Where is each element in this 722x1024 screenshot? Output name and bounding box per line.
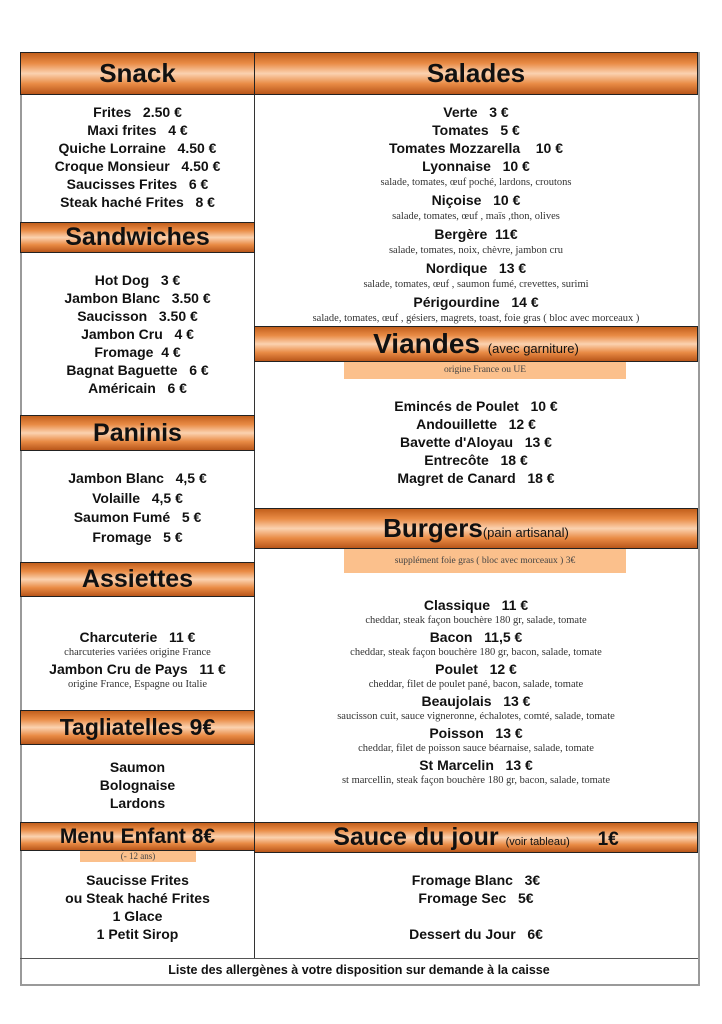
menu-item-description: st marcellin, steak façon bouchère 180 gr, bacon, salade, tomate xyxy=(341,775,611,786)
menu-item-description: salade, tomates, œuf , saumon fumé, crevettes, surimi xyxy=(363,279,589,290)
menu-item: Fromage 4 € xyxy=(94,344,181,360)
menu-item: Steak haché Frites 8 € xyxy=(60,194,215,210)
section-header-assiettes xyxy=(20,562,255,597)
menu-item: Verte 3 € xyxy=(443,104,509,120)
menu-item-description: charcuteries variées origine France xyxy=(64,647,211,658)
menu-item: Bolognaise xyxy=(99,777,176,793)
burgers-items xyxy=(254,597,698,789)
menu-item: Lyonnaise 10 € xyxy=(422,158,530,174)
menu-item: Jambon Cru 4 € xyxy=(81,326,194,342)
section-title: Salades xyxy=(426,58,526,88)
menu-item: Hot Dog 3 € xyxy=(94,272,181,288)
tagliatelles-items xyxy=(20,758,255,812)
menu-item: Nordique 13 € xyxy=(425,260,527,276)
menu-item: Jambon Cru de Pays 11 € xyxy=(49,661,226,677)
section-header-snack xyxy=(20,52,255,95)
menu-item: Saumon Fumé 5 € xyxy=(73,509,202,526)
menu-item: Saucisses Frites 6 € xyxy=(66,176,209,192)
section-header-tagliatelles xyxy=(20,710,255,745)
section-title: Assiettes xyxy=(81,565,194,593)
section-title: Snack xyxy=(99,58,176,88)
menu-item: Tomates 5 € xyxy=(432,122,520,138)
menu-item: Bergère 11€ xyxy=(434,226,518,242)
menu-item-description: cheddar, steak façon bouchère 180 gr, bacon, salade, tomate xyxy=(350,647,602,658)
menu-item: Fromage 5 € xyxy=(92,529,183,546)
menu-item-description: saucisson cuit, sauce vigneronne, échalotes, comté, salade, tomate xyxy=(337,711,615,722)
section-header-sauce xyxy=(254,822,698,853)
menu-item-description: cheddar, filet de poisson sauce béarnaise, salade, tomate xyxy=(358,743,594,754)
viandes-items xyxy=(254,397,698,487)
menu-item: Américain 6 € xyxy=(88,380,187,396)
section-subtitle: (voir tableau) xyxy=(505,836,570,848)
section-title: Sauce du jour xyxy=(333,823,499,851)
menu-item: 1 Glace xyxy=(112,908,163,924)
sandwiches-items xyxy=(20,271,255,397)
paninis-items xyxy=(20,469,255,548)
menu-item: Frites 2.50 € xyxy=(93,104,182,120)
menu-item: Quiche Lorraine 4.50 € xyxy=(58,140,217,156)
section-header-viandes xyxy=(254,326,698,362)
menu-item: Bacon 11,5 € xyxy=(429,629,523,645)
menu-item: Bagnat Baguette 6 € xyxy=(66,362,209,378)
menu-item: Beaujolais 13 € xyxy=(421,693,531,709)
section-subtitle: (avec garniture) xyxy=(487,341,579,356)
salades-items xyxy=(254,103,698,327)
menu-item: Lardons xyxy=(109,795,166,811)
section-title: Paninis xyxy=(93,419,182,447)
section-header-salades xyxy=(254,52,698,95)
menu-enfant-age-note: (- 12 ans) xyxy=(80,851,196,862)
menu-item: Fromage Blanc 3€ xyxy=(411,872,541,888)
menu-item: Saucisson 3.50 € xyxy=(77,308,198,324)
menu-item: Dessert du Jour 6€ xyxy=(409,926,543,942)
menu-item: St Marcelin 13 € xyxy=(419,757,533,773)
menu-item: Périgourdine 14 € xyxy=(413,294,539,310)
menu-item: Charcuterie 11 € xyxy=(79,629,196,645)
menu-item: 1 Petit Sirop xyxy=(96,926,179,942)
menu-item: Saucisse Frites xyxy=(86,872,189,888)
menu-item: ou Steak haché Frites xyxy=(65,890,210,906)
section-header-paninis xyxy=(20,415,255,451)
snack-items xyxy=(20,103,255,211)
menu-item: Tomates Mozzarella 10 € xyxy=(388,140,564,156)
footer-divider xyxy=(20,958,698,959)
section-header-sandwiches xyxy=(20,222,255,253)
menu-item-description: salade, tomates, œuf poché, lardons, croutons xyxy=(380,177,572,188)
section-header-menu-enfant xyxy=(20,822,255,851)
menu-item: Croque Monsieur 4.50 € xyxy=(54,158,221,174)
menu-item-description: origine France, Espagne ou Italie xyxy=(67,679,208,690)
menu-enfant-items xyxy=(20,871,255,943)
menu-item-description: cheddar, filet de poulet pané, bacon, salade, tomate xyxy=(368,679,584,690)
section-title: Sandwiches xyxy=(65,223,210,251)
menu-item: Fromage Sec 5€ xyxy=(418,890,534,906)
menu-item: Saumon xyxy=(109,759,166,775)
section-title: Burgers xyxy=(383,513,483,543)
section-title: Tagliatelles 9€ xyxy=(59,714,216,740)
menu-item: Poisson 13 € xyxy=(429,725,523,741)
sauce-items xyxy=(254,871,698,943)
section-title: Menu Enfant 8€ xyxy=(59,825,216,848)
menu-item: Niçoise 10 € xyxy=(431,192,521,208)
section-price: 1€ xyxy=(597,829,619,850)
menu-item: Emincés de Poulet 10 € xyxy=(394,398,558,414)
menu-item: Jambon Blanc 3.50 € xyxy=(64,290,211,306)
menu-item: Maxi frites 4 € xyxy=(87,122,188,138)
menu-item: Classique 11 € xyxy=(423,597,529,613)
burgers-supplement-note: supplément foie gras ( bloc avec morceaux ) 3€ xyxy=(344,549,626,573)
menu-item-description: cheddar, steak façon bouchère 180 gr, salade, tomate xyxy=(365,615,587,626)
allergens-notice: Liste des allergènes à votre disposition sur demande à la caisse xyxy=(168,963,550,977)
menu-item: Magret de Canard 18 € xyxy=(397,470,555,486)
section-header-burgers xyxy=(254,508,698,549)
menu-item: Bavette d'Aloyau 13 € xyxy=(400,434,552,450)
section-subtitle: (pain artisanal) xyxy=(482,525,569,540)
menu-item: Entrecôte 18 € xyxy=(424,452,528,468)
viandes-origin-note: origine France ou UE xyxy=(344,362,626,379)
menu-item-description: salade, tomates, œuf , gésiers, magrets, toast, foie gras ( bloc avec morceaux ) xyxy=(312,313,640,324)
menu-item: Poulet 12 € xyxy=(435,661,517,677)
menu-item-description: salade, tomates, œuf , maïs ,thon, olives xyxy=(392,211,560,222)
menu-item: Jambon Blanc 4,5 € xyxy=(68,470,207,486)
menu-item: Volaille 4,5 € xyxy=(92,489,183,506)
menu-item xyxy=(254,907,698,925)
menu-item-description: salade, tomates, noix, chèvre, jambon cru xyxy=(388,245,564,256)
section-title: Viandes xyxy=(373,328,481,359)
menu-item: Andouillette 12 € xyxy=(416,416,536,432)
assiettes-items xyxy=(20,629,255,693)
